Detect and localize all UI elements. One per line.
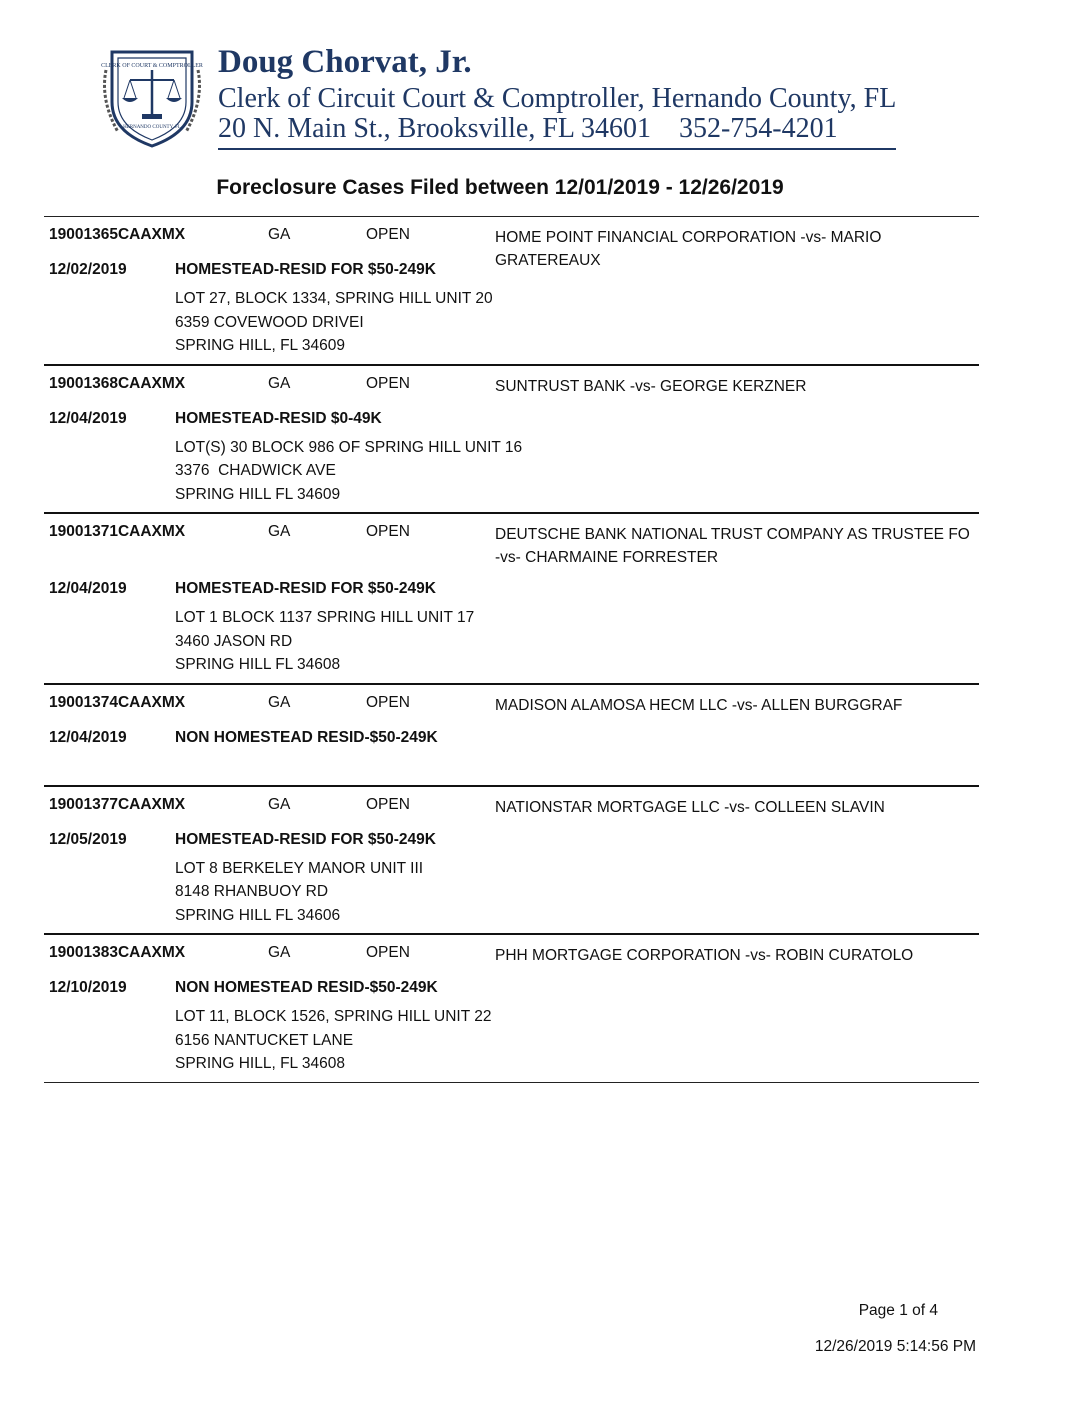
address-line: SPRING HILL FL 34609 bbox=[175, 485, 341, 503]
case-parties: MADISON ALAMOSA HECM LLC -vs- ALLEN BURGGRAF bbox=[495, 696, 903, 714]
clerk-address: 20 N. Main St., Brooksville, FL 34601 352-754-4201 bbox=[218, 113, 838, 144]
case-header-row bbox=[44, 217, 979, 269]
case-list bbox=[44, 216, 979, 1083]
address-line: 3460 JASON RD bbox=[175, 632, 293, 650]
address-line: SPRING HILL, FL 34608 bbox=[175, 1055, 346, 1072]
case-header-row bbox=[44, 787, 979, 825]
case-type: GA bbox=[268, 226, 291, 243]
address-line: 6156 NANTUCKET LANE bbox=[175, 1031, 354, 1049]
case-record bbox=[44, 933, 979, 1082]
property-address bbox=[44, 436, 979, 513]
case-category: HOMESTEAD-RESID FOR $50-249K bbox=[175, 261, 436, 278]
filed-date: 12/02/2019 bbox=[49, 261, 127, 278]
seal-text-top: CLERK OF COURT & COMPTROLLER bbox=[101, 63, 203, 69]
clerk-seal-logo bbox=[98, 40, 206, 150]
letterhead-rule bbox=[218, 148, 896, 150]
case-header-row bbox=[44, 366, 979, 404]
case-type: GA bbox=[268, 944, 291, 961]
address-line: SPRING HILL FL 34606 bbox=[175, 906, 341, 924]
address-line: 8148 RHANBUOY RD bbox=[175, 883, 329, 900]
property-address bbox=[44, 287, 979, 364]
filed-date: 12/04/2019 bbox=[49, 580, 127, 597]
property-address bbox=[44, 606, 979, 683]
case-number: 19001377CAAXMX bbox=[49, 795, 186, 813]
filed-date: 12/04/2019 bbox=[49, 728, 127, 746]
case-number: 19001383CAAXMX bbox=[49, 944, 186, 961]
case-filing-row bbox=[44, 574, 979, 606]
case-parties: DEUTSCHE BANK NATIONAL TRUST COMPANY AS TRUSTEE FO -vs- CHARMAINE FORRESTER bbox=[495, 526, 970, 566]
clerk-office: Clerk of Circuit Court & Comptroller, Hernando County, FL bbox=[218, 83, 897, 114]
address-line: LOT 27, BLOCK 1334, SPRING HILL UNIT 20 bbox=[175, 290, 493, 307]
filed-date: 12/04/2019 bbox=[49, 409, 127, 427]
property-address bbox=[44, 857, 979, 934]
case-category: NON HOMESTEAD RESID-$50-249K bbox=[175, 979, 438, 996]
case-record bbox=[44, 216, 979, 364]
address-line: LOT 11, BLOCK 1526, SPRING HILL UNIT 22 bbox=[175, 1008, 492, 1025]
list-end-rule bbox=[44, 1082, 979, 1083]
case-category: HOMESTEAD-RESID FOR $50-249K bbox=[175, 580, 436, 597]
address-line: LOT 1 BLOCK 1137 SPRING HILL UNIT 17 bbox=[175, 609, 475, 626]
case-header-row bbox=[44, 935, 979, 973]
address-line: LOT(S) 30 BLOCK 986 OF SPRING HILL UNIT 16 bbox=[175, 438, 523, 456]
filed-date: 12/05/2019 bbox=[49, 830, 127, 848]
case-status: OPEN bbox=[366, 795, 410, 813]
case-record bbox=[44, 683, 979, 785]
case-parties: PHH MORTGAGE CORPORATION -vs- ROBIN CURATOLO bbox=[495, 947, 914, 964]
property-address bbox=[44, 755, 979, 785]
case-status: OPEN bbox=[366, 693, 410, 711]
case-record bbox=[44, 364, 979, 513]
case-number: 19001365CAAXMX bbox=[49, 226, 186, 243]
case-number: 19001371CAAXMX bbox=[49, 523, 186, 540]
case-category: HOMESTEAD-RESID FOR $50-249K bbox=[175, 830, 436, 848]
filed-date: 12/10/2019 bbox=[49, 979, 127, 996]
case-type: GA bbox=[268, 693, 291, 711]
case-header-row bbox=[44, 685, 979, 723]
case-status: OPEN bbox=[366, 226, 410, 243]
case-filing-row bbox=[44, 255, 979, 287]
case-status: OPEN bbox=[366, 944, 410, 961]
case-number: 19001368CAAXMX bbox=[49, 374, 186, 392]
property-address bbox=[44, 1005, 979, 1082]
case-number: 19001374CAAXMX bbox=[49, 693, 186, 711]
address-line: SPRING HILL FL 34608 bbox=[175, 656, 341, 673]
case-parties: SUNTRUST BANK -vs- GEORGE KERZNER bbox=[495, 377, 807, 395]
case-filing-row bbox=[44, 825, 979, 857]
case-header-row bbox=[44, 514, 979, 574]
letterhead bbox=[98, 38, 898, 153]
case-type: GA bbox=[268, 795, 291, 813]
case-filing-row bbox=[44, 723, 979, 755]
address-line: SPRING HILL, FL 34609 bbox=[175, 337, 346, 354]
case-parties: HOME POINT FINANCIAL CORPORATION -vs- MARIO GRATEREAUX bbox=[495, 229, 882, 269]
address-line: LOT 8 BERKELEY MANOR UNIT III bbox=[175, 859, 424, 877]
case-record bbox=[44, 512, 979, 683]
case-type: GA bbox=[268, 523, 291, 540]
case-type: GA bbox=[268, 374, 291, 392]
clerk-name: Doug Chorvat, Jr. bbox=[218, 44, 472, 80]
seal-text-bottom: HERNANDO COUNTY, FL bbox=[123, 125, 181, 130]
address-line: 3376 CHADWICK AVE bbox=[175, 462, 336, 479]
case-parties: NATIONSTAR MORTGAGE LLC -vs- COLLEEN SLAVIN bbox=[495, 798, 885, 816]
address-line: 6359 COVEWOOD DRIVEI bbox=[175, 313, 364, 331]
case-filing-row bbox=[44, 404, 979, 436]
case-filing-row bbox=[44, 973, 979, 1005]
report-title: Foreclosure Cases Filed between 12/01/2019 - 12/26/2019 bbox=[216, 176, 784, 199]
case-category: HOMESTEAD-RESID $0-49K bbox=[175, 409, 382, 427]
print-timestamp: 12/26/2019 5:14:56 PM bbox=[814, 1338, 976, 1355]
case-category: NON HOMESTEAD RESID-$50-249K bbox=[175, 728, 438, 746]
case-status: OPEN bbox=[366, 374, 410, 392]
case-status: OPEN bbox=[366, 523, 410, 540]
case-record bbox=[44, 785, 979, 934]
page-number: Page 1 of 4 bbox=[858, 1302, 938, 1319]
